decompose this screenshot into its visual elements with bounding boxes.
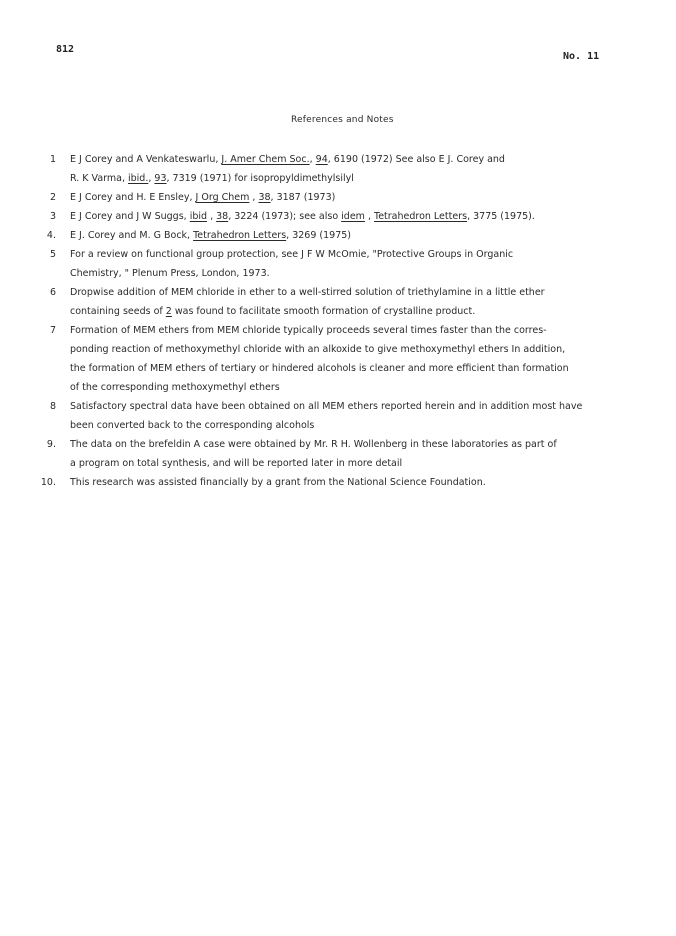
note-line xyxy=(70,325,547,337)
note-line xyxy=(70,306,475,318)
note-text: , xyxy=(309,154,316,165)
underlined-citation: idem xyxy=(341,211,365,222)
note-number: 1 xyxy=(49,154,56,165)
underlined-citation: Tetrahedron Letters xyxy=(374,211,468,222)
note-line xyxy=(70,401,582,413)
underlined-citation: 93 xyxy=(154,173,167,184)
note-text: was found to facilitate smooth formation of crystalline product. xyxy=(171,306,476,317)
note-line xyxy=(70,192,335,204)
note-text: E J Corey and H. E Ensley, xyxy=(70,192,196,203)
note-line xyxy=(70,287,545,299)
underlined-citation: 2 xyxy=(165,306,172,317)
note-text: a program on total synthesis, and will be reported later in more detail xyxy=(70,458,403,469)
note-number: 6 xyxy=(49,287,56,298)
note-text: ponding reaction of methoxymethyl chloride with an alkoxide to give methoxymethyl ethers In addition, xyxy=(70,344,566,355)
underlined-citation: 38 xyxy=(258,192,271,203)
note-text: of the corresponding methoxymethyl ethers xyxy=(70,382,280,393)
note-text: , xyxy=(249,192,259,203)
underlined-citation: 38 xyxy=(216,211,229,222)
underlined-citation: Tetrahedron Letters xyxy=(193,230,287,241)
note-text: E J Corey and J W Suggs, xyxy=(70,211,190,222)
note-line xyxy=(70,344,565,356)
note-text: , 3269 (1975) xyxy=(286,230,351,241)
underlined-citation: ibid. xyxy=(128,173,149,184)
note-number: 10. xyxy=(40,477,56,488)
note-text: The data on the brefeldin A case were obtained by Mr. R H. Wollenberg in these laboratories as part of xyxy=(70,439,557,450)
note-text: R. K Varma, xyxy=(70,173,128,184)
note-text: , xyxy=(148,173,155,184)
note-line xyxy=(70,249,513,261)
underlined-citation: J Org Chem xyxy=(195,192,250,203)
note-line xyxy=(70,211,535,223)
note-text: , 6190 (1972) See also E J. Corey and xyxy=(327,154,505,165)
note-text: For a review on functional group protection, see J F W McOmie, "Protective Groups in Organic xyxy=(70,249,514,260)
issue-number: No. 11 xyxy=(563,51,600,62)
note-line xyxy=(70,477,486,489)
note-number: 8 xyxy=(49,401,56,412)
note-line xyxy=(70,363,569,375)
note-line xyxy=(70,439,557,451)
note-number: 2 xyxy=(49,192,56,203)
note-line xyxy=(70,173,354,185)
section-title: References and Notes xyxy=(291,115,394,125)
underlined-citation: ibid xyxy=(189,211,208,222)
note-number: 9. xyxy=(46,439,56,450)
note-text: This research was assisted financially by a grant from the National Science Foundation. xyxy=(70,477,486,488)
note-text: been converted back to the corresponding alcohols xyxy=(70,420,315,431)
note-text: , 3775 (1975). xyxy=(467,211,535,222)
note-number: 5 xyxy=(49,249,56,260)
note-text: Formation of MEM ethers from MEM chloride typically proceeds several times faster than the corres- xyxy=(70,325,547,336)
note-text: , 7319 (1971) for isopropyldimethylsilyl xyxy=(166,173,354,184)
underlined-citation: J. Amer Chem Soc. xyxy=(221,154,310,165)
note-line xyxy=(70,268,270,280)
note-number: 3 xyxy=(49,211,56,222)
note-text: Satisfactory spectral data have been obtained on all MEM ethers reported herein and in addition most have xyxy=(70,401,583,412)
page-number: 812 xyxy=(56,44,75,55)
note-text: containing seeds of xyxy=(70,306,166,317)
note-text: , 3224 (1973); see also xyxy=(228,211,342,222)
note-line xyxy=(70,154,505,166)
note-text: , 3187 (1973) xyxy=(270,192,336,203)
note-text: E J. Corey and M. G Bock, xyxy=(70,230,194,241)
note-line xyxy=(70,458,402,470)
note-number: 7 xyxy=(49,325,56,336)
note-text: Chemistry, " Plenum Press, London, 1973. xyxy=(70,268,270,279)
note-text: , xyxy=(207,211,217,222)
note-text: E J Corey and A Venkateswarlu, xyxy=(70,154,222,165)
note-text: , xyxy=(364,211,374,222)
underlined-citation: 94 xyxy=(315,154,328,165)
note-number: 4. xyxy=(46,230,56,241)
note-text: Dropwise addition of MEM chloride in ether to a well-stirred solution of triethylamine in a little ether xyxy=(70,287,545,298)
note-line xyxy=(70,230,351,242)
note-line xyxy=(70,420,314,432)
note-line xyxy=(70,382,280,394)
note-text: the formation of MEM ethers of tertiary or hindered alcohols is cleaner and more efficient than formation xyxy=(70,363,569,374)
